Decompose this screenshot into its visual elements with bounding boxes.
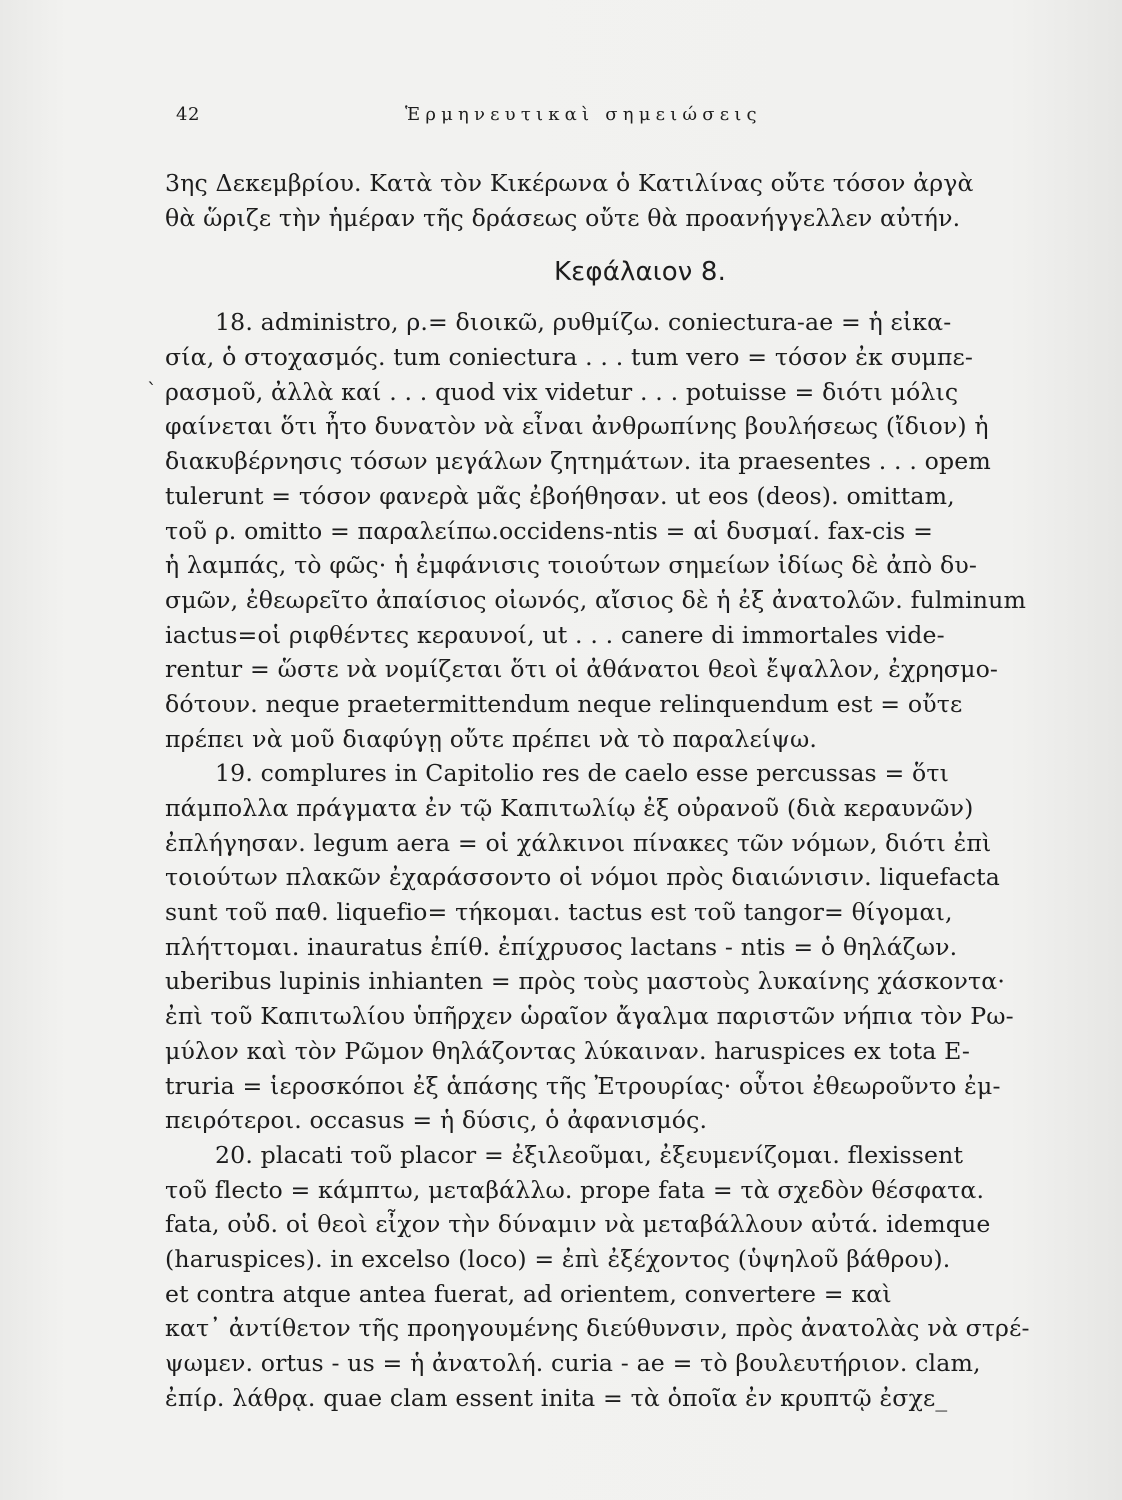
text-line: ἐπλήγησαν. legum aera = οἱ χάλκινοι πίνακες τῶν νόμων, διότι ἐπὶ bbox=[165, 828, 992, 857]
text-line: ἐπίρ. λάθρᾳ. quae clam essent inita = τὰ ὁποῖα ἐν κρυπτῷ ἐσχε_ bbox=[165, 1383, 948, 1412]
text-line: μύλον καὶ τὸν Ρῶμον θηλάζοντας λύκαιναν. haruspices ex tota E- bbox=[165, 1036, 971, 1065]
text-line: κατ᾽ ἀντίθετον τῆς προηγουμένης διεύθυνσιν, πρὸς ἀνατολὰς νὰ στρέ- bbox=[165, 1314, 1030, 1343]
text-line: πειρότεροι. occasus = ἡ δύσις, ὁ ἀφανισμός. bbox=[165, 1106, 708, 1135]
page-header bbox=[176, 104, 876, 128]
text-line: iactus=οἱ ριφθέντες κεραυνοί, ut . . . canere di immortales vide- bbox=[165, 620, 945, 649]
text-line: σία, ὁ στοχασμός. tum coniectura . . . tum vero = τόσον ἐκ συμπε- bbox=[165, 343, 974, 372]
text-line: τοιούτων πλακῶν ἐχαράσσοντο οἱ νόμοι πρὸς διαιώνισιν. liquefacta bbox=[165, 863, 1000, 892]
text-line: ἐπὶ τοῦ Καπιτωλίου ὑπῆρχεν ὡραῖον ἄγαλμα παριστῶν νήπια τὸν Ρω- bbox=[165, 1002, 1014, 1031]
text-line: ρασμοῦ, ἀλλὰ καί . . . quod vix videtur . . . potuisse = διότι μόλις bbox=[165, 377, 959, 406]
text-line: πλήττομαι. inauratus ἐπίθ. ἐπίχρυσος lactans - ntis = ὁ θηλάζων. bbox=[165, 932, 958, 961]
text-line: fata, οὐδ. οἱ θεοὶ εἶχον τὴν δύναμιν νὰ μεταβάλλουν αὐτά. idemque bbox=[165, 1210, 991, 1239]
text-line: ἡ λαμπάς, τὸ φῶς· ἡ ἐμφάνισις τοιούτων σημείων ἰδίως δὲ ἀπὸ δυ- bbox=[165, 551, 977, 580]
text-line: uberibus lupinis inhianten = πρὸς τοὺς μαστοὺς λυκαίνης χάσκοντα· bbox=[165, 967, 1006, 996]
text-line: θὰ ὥριζε τὴν ἡμέραν τῆς δράσεως οὔτε θὰ προανήγγελλεν αὐτήν. bbox=[165, 203, 961, 232]
text-line: διακυβέρνησις τόσων μεγάλων ζητημάτων. ita praesentes . . . opem bbox=[165, 447, 991, 476]
page-number: 42 bbox=[176, 104, 200, 125]
text-line: rentur = ὥστε νὰ νομίζεται ὅτι οἱ ἀθάνατοι θεοὶ ἔψαλλον, ἐχρησμο- bbox=[165, 655, 999, 684]
chapter-heading: Κεφάλαιον 8. bbox=[553, 257, 727, 288]
text-line: δότουν. neque praetermittendum neque relinquendum est = οὔτε bbox=[165, 689, 963, 718]
text-line: φαίνεται ὅτι ἦτο δυνατὸν νὰ εἶναι ἀνθρωπίνης βουλήσεως (ἴδιον) ἡ bbox=[165, 412, 989, 441]
text-line: et contra atque antea fuerat, ad orientem, convertere = καὶ bbox=[165, 1279, 892, 1308]
margin-mark: ` bbox=[147, 378, 157, 402]
text-line: πρέπει νὰ μοῦ διαφύγῃ οὔτε πρέπει νὰ τὸ παραλείψω. bbox=[165, 724, 817, 753]
text-line: τοῦ ρ. omitto = παραλείπω.occidens-ntis = αἱ δυσμαί. fax-cis = bbox=[165, 516, 934, 545]
running-head: Ἑρμηνευτικαὶ σημειώσεις bbox=[405, 104, 762, 125]
page-body bbox=[165, 166, 1115, 1415]
text-line: ψωμεν. ortus - us = ἡ ἀνατολή. curia - ae = τὸ βουλευτήριον. clam, bbox=[165, 1349, 981, 1377]
text-line: 20. placati τοῦ placor = ἐξιλεοῦμαι, ἐξευμενίζομαι. flexissent bbox=[215, 1140, 964, 1169]
text-line: (haruspices). in excelso (loco) = ἐπὶ ἐξέχοντος (ὑψηλοῦ βάθρου). bbox=[165, 1244, 951, 1273]
text-line: 3ης Δεκεμβρίου. Κατὰ τὸν Κικέρωνα ὁ Κατιλίνας οὔτε τόσον ἀργὰ bbox=[165, 169, 974, 197]
text-line: tulerunt = τόσον φανερὰ μᾶς ἐβοήθησαν. ut eos (deos). omittam, bbox=[165, 481, 955, 510]
text-line: πάμπολλα πράγματα ἐν τῷ Καπιτωλίῳ ἐξ οὐρανοῦ (διὰ κεραυνῶν) bbox=[165, 794, 974, 822]
text-line: τοῦ flecto = κάμπτω, μεταβάλλω. prope fata = τὰ σχεδὸν θέσφατα. bbox=[165, 1175, 985, 1204]
text-line: truria = ἱεροσκόποι ἐξ ἁπάσης τῆς Ἐτρουρίας· οὗτοι ἐθεωροῦντο ἐμ- bbox=[165, 1071, 1001, 1100]
text-line: σμῶν, ἐθεωρεῖτο ἀπαίσιος οἰωνός, αἴσιος δὲ ἡ ἐξ ἀνατολῶν. fulminum bbox=[165, 585, 1027, 614]
text-line: 19. complures in Capitolio res de caelo esse percussas = ὅτι bbox=[215, 759, 949, 788]
text-line: sunt τοῦ παθ. liquefio= τήκομαι. tactus est τοῦ tangor= θίγομαι, bbox=[165, 898, 953, 927]
text-line: 18. administro, ρ.= διοικῶ, ρυθμίζω. coniectura-ae = ἡ εἰκα- bbox=[215, 308, 952, 337]
